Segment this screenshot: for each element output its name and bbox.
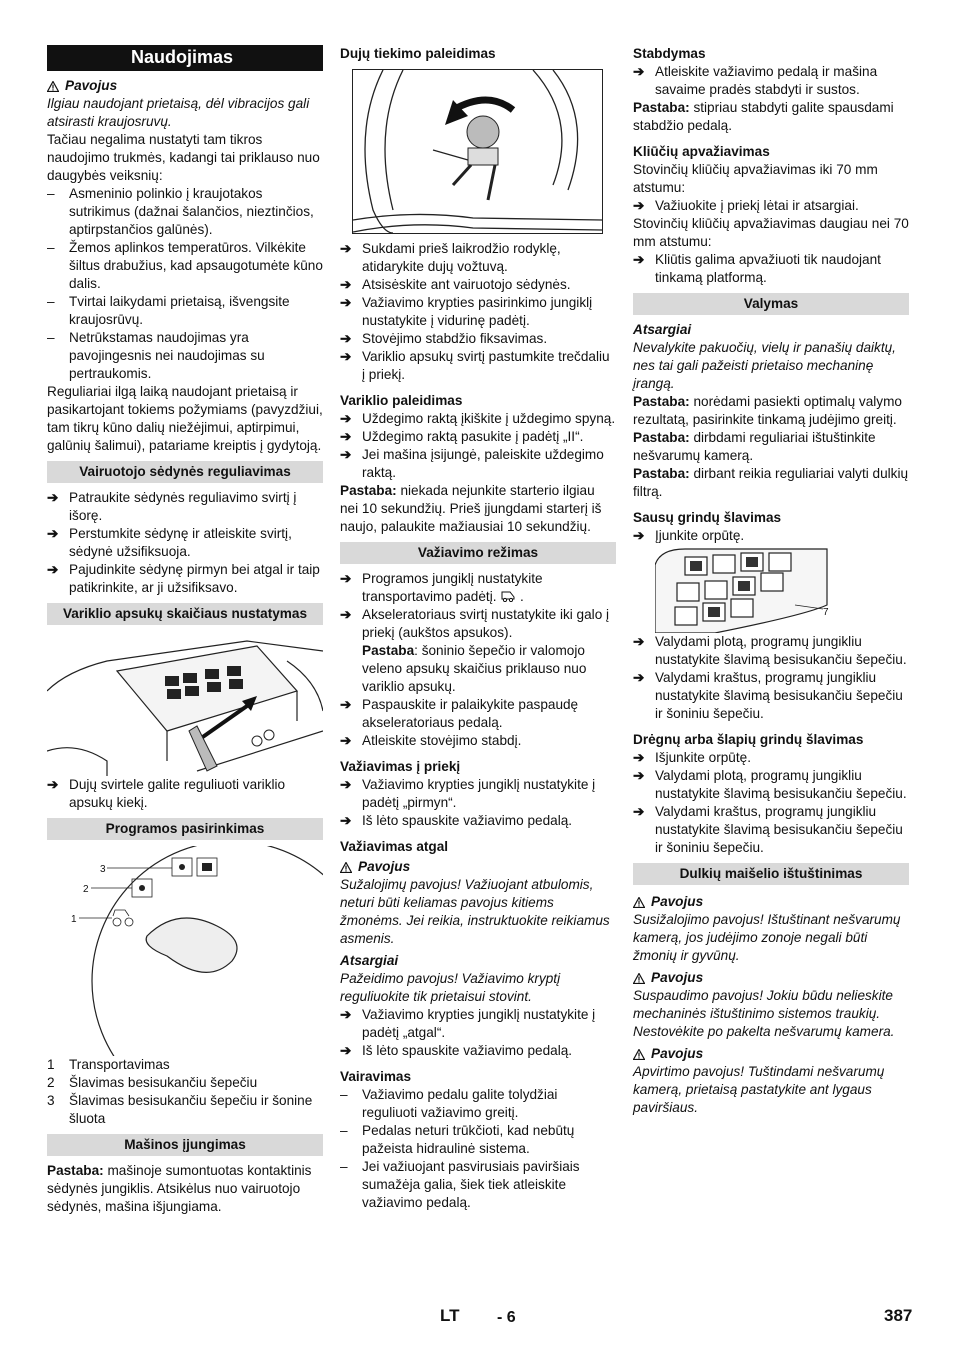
machine-panel-illustration bbox=[47, 631, 323, 776]
caution-text: Nevalykite pakuočių, vielų ir panašių daiktų, nes tai gali pažeisti prietaiso mechaninę įrangą. bbox=[633, 340, 896, 391]
program-heading: Programos pasirinkimas bbox=[47, 818, 323, 840]
dial-number-1: 1 bbox=[71, 914, 77, 925]
list-item: ➔ Važiavimo krypties pasirinkimo jungiklį nustatykite į vidurinę padėtį. bbox=[340, 295, 593, 328]
cleaning-heading: Valymas bbox=[633, 293, 909, 315]
dial-number-3: 3 bbox=[100, 864, 106, 875]
list-item: ➔ Valydami kraštus, programų jungikliu nustatykite šlavimą besisukančiu šepečiu ir šoniniu šepečiu. bbox=[633, 804, 903, 855]
list-item: ➔ Iš lėto spauskite važiavimo pedalą. bbox=[340, 813, 573, 828]
note: Pastaba: norėdami pasiekti optimalų valymo rezultatą, pasirinkite tinkamą judėjimo greitį. bbox=[633, 394, 902, 427]
legend-item: 1 Transportavimas bbox=[47, 1057, 170, 1072]
list-item: ➔ Programos jungiklį nustatykite transportavimo padėtį. . bbox=[340, 571, 543, 604]
caution-text: Pažeidimo pavojus! Važiavimo kryptį reguliuokite tik prietaisui stovint. bbox=[340, 971, 561, 1004]
warning-label: Pavojus bbox=[633, 893, 909, 911]
list-item: ➔ Valydami plotą, programų jungikliu nustatykite šlavimą besisukančiu šepečiu. bbox=[633, 768, 907, 801]
engine-heading: Variklio paleidimas bbox=[340, 393, 463, 408]
note: Pastaba: niekada nejunkite starterio ilgiau nei 10 sekundžių. Prieš įjungdami starterį iš naujo, palaukite mažiausiai 10 sekundžių. bbox=[340, 483, 602, 534]
list-item: ➔ Kliūtis galima apvažiuoti tik naudojant tinkamą platformą. bbox=[633, 252, 881, 285]
warning-label: Pavojus bbox=[633, 1045, 909, 1063]
list-item: ➔ Pajudinkite sėdynę pirmyn bei atgal ir taip patikrinkite, ar ji užsifiksavo. bbox=[47, 562, 320, 595]
paragraph: Stovinčių kliūčių apvažiavimas iki 70 mm atstumu: bbox=[633, 162, 878, 195]
list-item: – Pedalas neturi trūkčioti, kad nebūtų pažeista hidraulinė sistema. bbox=[340, 1123, 575, 1156]
list-item: ➔ Stovėjimo stabdžio fiksavimas. bbox=[340, 331, 548, 346]
panel-callout-number: 7 bbox=[823, 607, 829, 618]
section-title: Naudojimas bbox=[47, 45, 323, 71]
list-item: ➔ Iš lėto spauskite važiavimo pedalą. bbox=[340, 1043, 573, 1058]
seat-heading: Vairuotojo sėdynės reguliavimas bbox=[47, 461, 323, 483]
list-item: ➔ Uždegimo raktą pasukite į padėtį „II“. bbox=[340, 429, 584, 444]
steering-heading: Vairavimas bbox=[340, 1069, 412, 1084]
list-item: ➔ Išjunkite orpūtę. bbox=[633, 750, 751, 765]
caution-label: Atsargiai bbox=[340, 953, 399, 968]
list-item: – Asmeninio polinkio į kraujotakos sutrikimus (dažnai šalančios, nieztinčios, aptirpstančios galūnės). bbox=[47, 186, 314, 237]
warning-text: Apvirtimo pavojus! Tuštindami nešvarumų kamerą, prietaisą pastatykite ant lygaus paviršiaus. bbox=[633, 1064, 885, 1115]
list-item: ➔ Uždegimo raktą įkiškite į uždegimo spyną. bbox=[340, 411, 616, 426]
list-item: ➔ Važiavimo krypties jungiklį nustatykite į padėtį „atgal“. bbox=[340, 1007, 596, 1040]
dial-number-2: 2 bbox=[83, 884, 89, 895]
legend-item: 3 Šlavimas besisukančiu šepečiu ir šonine šluota bbox=[47, 1093, 313, 1126]
list-item: ➔ Patraukite sėdynės reguliavimo svirtį į išorę. bbox=[47, 490, 297, 523]
column-3 bbox=[633, 45, 909, 1117]
gas-heading: Dujų tiekimo paleidimas bbox=[340, 46, 496, 61]
list-item: – Tvirtai laikydami prietaisą, išvengsite kraujosrūvų. bbox=[47, 294, 290, 327]
language-code: LT bbox=[440, 1306, 460, 1325]
caution-label: Atsargiai bbox=[633, 322, 692, 337]
list-item: ➔ Akseleratoriaus svirtį nustatykite iki galo į priekį (aukštos apsukos). Pastaba: šoninio šepečio ir valomojo veleno apsukų skaičius priklauso nuo variklio apsukų. bbox=[340, 607, 610, 694]
list-item: ➔ Važiuokite į priekį lėtai ir atsargiai. bbox=[633, 198, 859, 213]
program-dial-figure bbox=[47, 846, 323, 1056]
list-item: ➔ Jei mašina įsijungė, paleiskite uždegimo raktą. bbox=[340, 447, 604, 480]
forward-heading: Važiavimas į priekį bbox=[340, 759, 461, 774]
list-item: – Žemos aplinkos temperatūros. Vilkėkite šiltus drabužius, kad apsaugotumėte kūno dalis. bbox=[47, 240, 323, 291]
rpm-heading: Variklio apsukų skaičiaus nustatymas bbox=[47, 603, 323, 625]
dust-bag-heading: Dulkių maišelio ištuštinimas bbox=[633, 863, 909, 885]
list-item: ➔ Dujų svirtele galite reguliuoti variklio apsukų kiekį. bbox=[47, 777, 286, 810]
warning-text: Sužalojimų pavojus! Važiuojant atbulomis, neturi būti keliamas pavojus kitiems žmonėms. Jei reikia, instruktuokite reikiamus asmenis. bbox=[340, 877, 610, 946]
list-item: ➔ Valydami plotą, programų jungikliu nustatykite šlavimą besisukančiu šepečiu. bbox=[633, 634, 907, 667]
paragraph: Reguliariai ilgą laiką naudojant prietaisą ir pasikartojant tokiems požymiams (pavyzdžiui, tam tikrų kūno dalių niežėjimui, aptirpimui, galūnių šalimui), patariame kreiptis į gydytoją. bbox=[47, 384, 323, 453]
gas-valve-illustration bbox=[353, 70, 602, 233]
list-item: ➔ Variklio apsukų svirtį pastumkite trečdaliu į priekį. bbox=[340, 349, 610, 382]
warning-text: Ilgiau naudojant prietaisą, dėl vibracijos gali atsirasti kraujosruvų. bbox=[47, 96, 310, 129]
warning-text: Susižalojimo pavojus! Ištuštinant nešvarumų kamerą, jos judėjimo zonoje negali būti žmonių ir gyvūnų. bbox=[633, 912, 901, 963]
warning-triangle-icon bbox=[47, 81, 59, 92]
list-item: – Važiavimo pedalu galite tolydžiai reguliuoti važiavimo greitį. bbox=[340, 1087, 558, 1120]
list-item: – Netrūkstamas naudojimas yra pavojingesnis nei naudojimas su pertraukomis. bbox=[47, 330, 265, 381]
throttle-lever-figure bbox=[47, 631, 323, 776]
note: Pastaba: mašinoje sumontuotas kontaktinis sėdynės jungiklis. Atsikėlus nuo vairuotojo sėdynės, mašina išjungiama. bbox=[47, 1163, 312, 1214]
intro-text: Tačiau negalima nustatyti tam tikros naudojimo trukmės, kadangi tai priklauso nuo daugybės veiksnių: bbox=[47, 132, 320, 183]
list-item: ➔ Sukdami prieš laikrodžio rodyklę, atidarykite dujų vožtuvą. bbox=[340, 241, 561, 274]
note: Pastaba: dirbant reikia reguliariai valyti dulkių filtrą. bbox=[633, 466, 909, 499]
note: Pastaba: dirbdami reguliariai ištuštinkite nešvarumų kamerą. bbox=[633, 430, 876, 463]
column-2 bbox=[340, 45, 616, 1212]
list-item: ➔ Atleiskite stovėjimo stabdį. bbox=[340, 733, 522, 748]
warning-triangle-icon bbox=[633, 973, 645, 984]
warning-triangle-icon bbox=[340, 862, 352, 873]
list-item: ➔ Atsisėskite ant vairuotojo sėdynės. bbox=[340, 277, 571, 292]
list-item: ➔ Perstumkite sėdynę ir atleiskite svirtį, sėdynė užsifiksuoja. bbox=[47, 526, 292, 559]
transport-icon bbox=[500, 590, 516, 602]
switch-panel-figure bbox=[655, 545, 909, 633]
warning-label: Pavojus bbox=[47, 77, 323, 95]
warning-label: Pavojus bbox=[633, 969, 909, 987]
warning-triangle-icon bbox=[633, 897, 645, 908]
brake-heading: Stabdymas bbox=[633, 46, 706, 61]
drive-heading: Važiavimo režimas bbox=[340, 542, 616, 564]
reverse-heading: Važiavimas atgal bbox=[340, 839, 449, 854]
paragraph: Stovinčių kliūčių apvažiavimas daugiau nei 70 mm atstumu: bbox=[633, 216, 909, 249]
note: Pastaba: stipriau stabdyti galite spausdami stabdžio pedalą. bbox=[633, 100, 894, 133]
obstacle-heading: Kliūčių apvažiavimas bbox=[633, 144, 770, 159]
legend-item: 2 Šlavimas besisukančiu šepečiu bbox=[47, 1075, 258, 1090]
list-item: – Jei važiuojant pasvirusiais paviršiais sumažėja galia, šiek tiek atleiskite važiavimo pedalą. bbox=[340, 1159, 580, 1210]
list-item: ➔ Važiavimo krypties jungiklį nustatykite į padėtį „pirmyn“. bbox=[340, 777, 596, 810]
list-item: ➔ Atleiskite važiavimo pedalą ir mašina savaime pradės stabdyti ir sustos. bbox=[633, 64, 878, 97]
program-dial-illustration bbox=[47, 846, 323, 1056]
list-item: ➔ Paspauskite ir palaikykite paspaudę akseleratoriaus pedalą. bbox=[340, 697, 579, 730]
switch-panel-illustration bbox=[655, 545, 845, 633]
wet-sweep-heading: Drėgnų arba šlapių grindų šlavimas bbox=[633, 732, 864, 747]
warning-text: Suspaudimo pavojus! Jokiu būdu nelieskite mechaninės ištuštinimo sistemos traukių. Nestovėkite po pakelta nešvarumų kamera. bbox=[633, 988, 895, 1039]
warning-label: Pavojus bbox=[340, 858, 616, 876]
dry-sweep-heading: Sausų grindų šlavimas bbox=[633, 510, 782, 525]
list-item: ➔ Įjunkite orpūtę. bbox=[633, 528, 745, 543]
section-page-prefix: - 6 bbox=[497, 1309, 516, 1326]
page-number: 387 bbox=[884, 1306, 913, 1325]
start-heading: Mašinos įjungimas bbox=[47, 1134, 323, 1156]
gas-valve-figure bbox=[352, 69, 603, 234]
column-1 bbox=[47, 45, 323, 1216]
warning-triangle-icon bbox=[633, 1049, 645, 1060]
list-item: ➔ Valydami kraštus, programų jungikliu nustatykite šlavimą besisukančiu šepečiu ir šoniniu šepečiu. bbox=[633, 670, 903, 721]
